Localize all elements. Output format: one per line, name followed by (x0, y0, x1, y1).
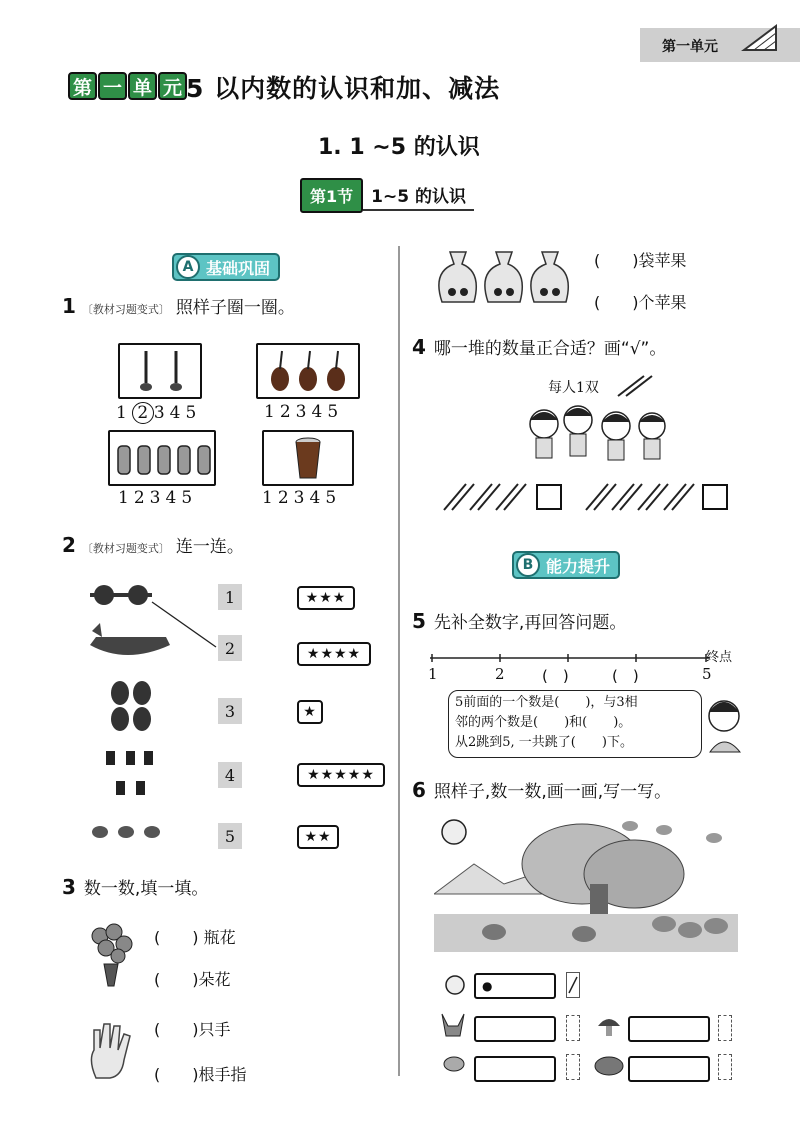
unit-tab-label: 第一单元 (662, 39, 718, 55)
fox-write-box[interactable] (566, 1015, 580, 1041)
fox-draw-box[interactable] (474, 1016, 556, 1042)
question-text: 照样子圈一圈。 (175, 298, 295, 318)
star-card[interactable]: ★★★ (297, 586, 355, 610)
sun-icon (440, 970, 470, 1000)
number-line (426, 652, 716, 666)
star-card[interactable]: ★★★★ (297, 642, 371, 666)
question-6 (412, 777, 671, 802)
pill-letter: B (516, 553, 540, 577)
lesson-title: 1. 1 ~5 的认识 (318, 135, 480, 160)
fill-blank-apples[interactable]: ( )个苹果 (594, 293, 687, 312)
axis-blank[interactable]: ( ) (612, 667, 639, 685)
number-card[interactable]: 3 (218, 698, 242, 724)
number-card[interactable]: 4 (218, 762, 242, 788)
check-box-pile-2[interactable] (702, 484, 728, 510)
badge-char: 元 (158, 72, 187, 100)
row-number: 3 (153, 403, 170, 423)
section-tag (300, 178, 474, 213)
hand-icon (84, 1020, 138, 1080)
horn-icon (110, 432, 214, 484)
check-box-pile-1[interactable] (536, 484, 562, 510)
bubble-line[interactable]: 从2跳到5, 一共跳了( )下。 (455, 735, 633, 750)
end-label: 终点 (706, 650, 733, 665)
question-text: 数一数,填一填。 (83, 879, 209, 899)
pill-text: 能力提升 (546, 556, 611, 576)
chopsticks-caption: 每人1双 (548, 380, 599, 396)
question-source: 〔教材习题变式〕 (81, 542, 170, 555)
question-text: 连一连。 (175, 537, 244, 557)
hedgehog-draw-box[interactable] (628, 1056, 710, 1082)
mushroom-draw-box[interactable] (628, 1016, 710, 1042)
flower-vase-icon (84, 920, 138, 990)
row-number: 1 (116, 403, 132, 423)
question-text: 照样子,数一数,画一画,写一写。 (433, 782, 672, 802)
row-number: 5 (185, 403, 202, 423)
question-2 (62, 532, 244, 557)
violin-icon (258, 345, 358, 397)
fill-blank-hands[interactable]: ( )只手 (154, 1020, 231, 1039)
advanced-section-pill (512, 551, 620, 579)
children-icon (520, 402, 680, 472)
fox-icon (438, 1008, 468, 1048)
violin-number-row: 12345 (264, 402, 344, 422)
boy-avatar-icon (700, 694, 750, 754)
circled-number: 2 (132, 402, 154, 424)
fill-blank-vases[interactable]: ( ) 瓶花 (154, 928, 236, 947)
star-card[interactable]: ★ (297, 700, 323, 724)
question-4 (412, 334, 666, 359)
star-card[interactable]: ★★ (297, 825, 339, 849)
trumpet-number-row (116, 402, 201, 424)
hedgehog-icon (592, 1050, 626, 1078)
mushroom-write-box[interactable] (718, 1015, 732, 1041)
axis-label: 2 (495, 665, 505, 683)
bird-draw-box[interactable] (474, 1056, 556, 1082)
trumpet-icon (120, 345, 200, 397)
question-text: 先补全数字,再回答问题。 (433, 613, 627, 633)
knot-icon (90, 585, 152, 605)
apple-bags-icon (432, 242, 582, 310)
badge-char: 一 (98, 72, 127, 100)
violin-picture (256, 343, 360, 399)
bird-write-box[interactable] (566, 1054, 580, 1080)
bee-icon (92, 826, 160, 838)
column-divider (398, 246, 400, 1076)
ruler-icon (740, 24, 780, 54)
axis-blank[interactable]: ( ) (542, 667, 569, 685)
forest-scene (434, 814, 738, 952)
number-card[interactable]: 2 (218, 635, 242, 661)
question-number: 2 (62, 533, 76, 557)
drum-icon (264, 432, 352, 484)
fill-blank-bags[interactable]: ( )袋苹果 (594, 251, 687, 270)
tally-icon (567, 973, 579, 997)
saxophone-picture (108, 430, 216, 486)
basic-section-pill (172, 253, 280, 281)
question-number: 5 (412, 609, 426, 633)
sun-write-box[interactable] (566, 972, 580, 998)
fill-blank-fingers[interactable]: ( )根手指 (154, 1065, 247, 1084)
page-title: 5 以内数的认识和加、减法 (186, 74, 501, 103)
speech-bubble (448, 690, 702, 758)
axis-label: 1 (428, 665, 438, 683)
question-5 (412, 608, 626, 633)
horn-number-row: 12345 (118, 488, 198, 508)
dragon-boat-icon (90, 623, 170, 655)
drum-number-row: 12345 (262, 488, 342, 508)
pill-text: 基础巩固 (206, 258, 271, 278)
chopsticks-icon (614, 372, 654, 398)
pill-letter: A (176, 255, 200, 279)
mushroom-icon (596, 1014, 622, 1038)
axis-label: 5 (702, 665, 712, 683)
number-card[interactable]: 5 (218, 823, 242, 849)
star-card[interactable]: ★★★★★ (297, 763, 385, 787)
fill-blank-flowers[interactable]: ( )朵花 (154, 970, 231, 989)
section-tag-label: 第1节 (300, 178, 363, 213)
bird-icon (440, 1052, 470, 1074)
mask-icon (111, 681, 151, 731)
chopsticks-piles (440, 480, 710, 514)
row-number: 4 (169, 403, 186, 423)
badge-char: 第 (68, 72, 97, 100)
hedgehog-write-box[interactable] (718, 1054, 732, 1080)
unit-tab (640, 28, 800, 62)
question-number: 4 (412, 335, 426, 359)
question-source: 〔教材习题变式〕 (81, 303, 170, 316)
question-3 (62, 874, 208, 899)
bubble-line[interactable]: 邻的两个数是( )和( )。 (455, 715, 632, 730)
badge-char: 单 (128, 72, 157, 100)
section-tag-text: 1~5 的认识 (363, 180, 474, 211)
bubble-line[interactable]: 5前面的一个数是( )，与3相 (455, 695, 638, 710)
question-text: 哪一堆的数量正合适？画“√”。 (433, 339, 667, 359)
question-number: 3 (62, 875, 76, 899)
sun-draw-box[interactable]: ● (474, 973, 556, 999)
question-1 (62, 293, 295, 318)
unit-badge (66, 72, 190, 100)
trumpet-picture (118, 343, 202, 399)
matching-pictures (86, 575, 206, 845)
drum-picture (262, 430, 354, 486)
question-number: 1 (62, 294, 76, 318)
lantern-icon (106, 751, 153, 795)
number-card[interactable]: 1 (218, 584, 242, 610)
question-number: 6 (412, 778, 426, 802)
